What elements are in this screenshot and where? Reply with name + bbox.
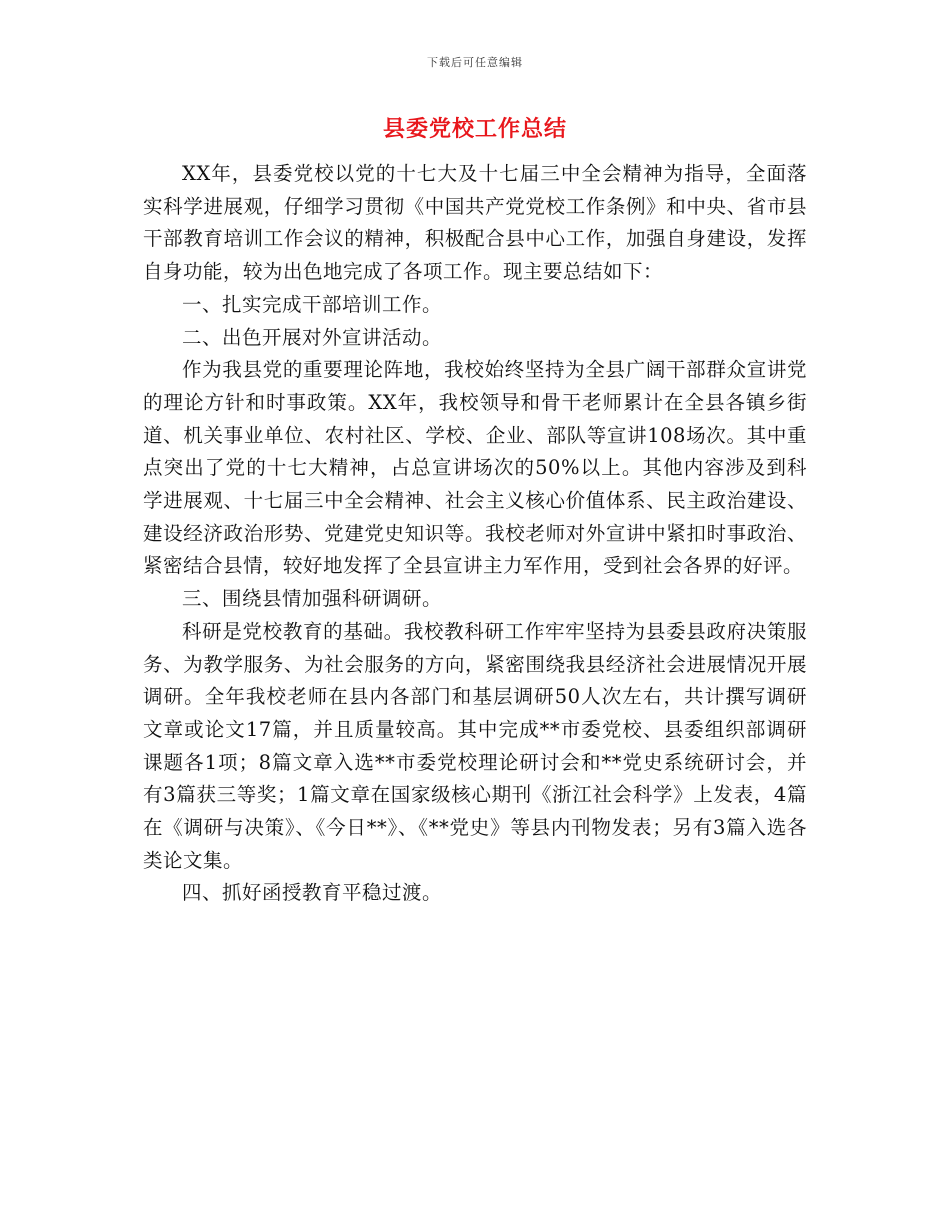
document-body	[143, 158, 807, 910]
paragraph-publicity: 作为我县党的重要理论阵地，我校始终坚持为全县广阔干部群众宣讲党的理论方针和时事政策。XX年，我校领导和骨干老师累计在全县各镇乡街道、机关事业单位、农村社区、学校、企业、部队等宣讲108场次。其中重点突出了党的十七大精神，占总宣讲场次的50%以上。其他内容涉及到科学进展观、十七届三中全会精神、社会主义核心价值体系、民主政治建设、建设经济政治形势、党建党史知识等。我校老师对外宣讲中紧扣时事政治、紧密结合县情，较好地发挥了全县宣讲主力军作用，受到社会各界的好评。	[143, 358, 807, 578]
section-heading-2: 二、出色开展对外宣讲活动。	[182, 325, 443, 349]
section-heading-1: 一、扎实完成干部培训工作。	[182, 292, 443, 316]
section-heading-3: 三、围绕县情加强科研调研。	[182, 587, 443, 611]
header-note: 下载后可任意编辑	[427, 56, 523, 69]
paragraph-research: 科研是党校教育的基础。我校教科研工作牢牢坚持为县委县政府决策服务、为教学服务、为社会服务的方向，紧密围绕我县经济社会进展情况开展调研。全年我校老师在县内各部门和基层调研50人次左右，共计撰写调研文章或论文17篇，并且质量较高。其中完成**市委党校、县委组织部调研课题各1项；8篇文章入选**市委党校理论研讨会和**党史系统研讨会，并有3篇获三等奖；1篇文章在国家级核心期刊《浙江社会科学》上发表，4篇在《调研与决策》、《今日**》、《**党史》等县内刊物发表；另有3篇入选各类论文集。	[143, 619, 807, 872]
paragraph-intro: XX年，县委党校以党的十七大及十七届三中全会精神为指导，全面落实科学进展观，仔细学习贯彻《中国共产党党校工作条例》和中央、省市县干部教育培训工作会议的精神，积极配合县中心工作，加强自身建设，发挥自身功能，较为出色地完成了各项工作。现主要总结如下：	[143, 162, 807, 284]
document-title: 县委党校工作总结	[382, 116, 567, 142]
section-heading-4: 四、抓好函授教育平稳过渡。	[182, 881, 443, 905]
